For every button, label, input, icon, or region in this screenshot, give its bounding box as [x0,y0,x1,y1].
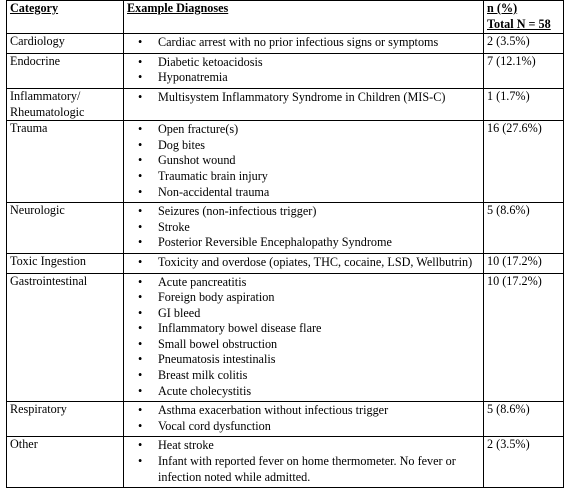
category-cell: Respiratory [7,402,124,437]
diagnosis-list [127,254,480,273]
diagnosis-item: • Acute pancreatitis [127,275,480,291]
diagnosis-item: • Traumatic brain injury [127,169,480,185]
table-row [7,402,564,437]
example-diagnoses-cell [124,53,484,88]
diagnosis-item: • Gunshot wound [127,153,480,169]
header-category: Category [7,1,124,34]
diagnosis-item: • Vocal cord dysfunction [127,419,480,435]
category-cell: Other [7,437,124,488]
diagnoses-table [6,0,564,488]
count-percent-cell: 5 (8.6%) [484,402,564,437]
example-diagnoses-cell [124,88,484,120]
header-example-diagnoses: Example Diagnoses [124,1,484,34]
diagnosis-item: • Seizures (non-infectious trigger) [127,204,480,220]
header-n-percent [484,1,564,34]
diagnosis-item: • Toxicity and overdose (opiates, THC, cocaine, LSD, Wellbutrin) [127,255,480,271]
diagnosis-item: • Non-accidental trauma [127,185,480,201]
diagnosis-item: • Stroke [127,220,480,236]
diagnosis-item: • Foreign body aspiration [127,290,480,306]
category-cell: Cardiology [7,34,124,54]
count-percent-cell: 10 (17.2%) [484,253,564,273]
category-cell: Trauma [7,121,124,203]
diagnosis-item: • GI bleed [127,306,480,322]
diagnosis-item: • Open fracture(s) [127,122,480,138]
example-diagnoses-cell [124,34,484,54]
table-row [7,88,564,120]
example-diagnoses-cell [124,253,484,273]
count-percent-cell: 16 (27.6%) [484,121,564,203]
table-row [7,53,564,88]
table-row [7,34,564,54]
diagnosis-item: • Hyponatremia [127,70,480,86]
diagnosis-item: • Acute cholecystitis [127,384,480,400]
diagnosis-list [127,89,480,108]
header-row [7,1,564,34]
diagnosis-item: • Dog bites [127,138,480,154]
table-row [7,437,564,488]
diagnosis-item: • Pneumatosis intestinalis [127,352,480,368]
count-percent-cell: 7 (12.1%) [484,53,564,88]
header-n-percent-label: n (%) [487,1,518,15]
diagnosis-list [127,274,480,402]
diagnosis-item: • Posterior Reversible Encephalopathy Syndrome [127,235,480,251]
example-diagnoses-cell [124,273,484,402]
diagnosis-item: • Asthma exacerbation without infectious trigger [127,403,480,419]
diagnosis-item: • Small bowel obstruction [127,337,480,353]
table-row [7,253,564,273]
diagnosis-item: • Diabetic ketoacidosis [127,55,480,71]
count-percent-cell: 1 (1.7%) [484,88,564,120]
diagnosis-item: • Breast milk colitis [127,368,480,384]
category-cell: Endocrine [7,53,124,88]
diagnosis-item: • Multisystem Inflammatory Syndrome in Children (MIS-C) [127,90,480,106]
category-cell: Neurologic [7,203,124,254]
table-row [7,203,564,254]
table-row [7,121,564,203]
table-row [7,273,564,402]
diagnosis-list [127,203,480,253]
table-body [7,34,564,488]
header-total-n: Total N = 58 [487,16,551,31]
diagnosis-item: • Inflammatory bowel disease flare [127,321,480,337]
diagnosis-item: • Infant with reported fever on home thermometer. No fever or infection noted while admitted. [127,454,480,485]
category-cell: Inflammatory/ Rheumatologic [7,88,124,120]
count-percent-cell: 2 (3.5%) [484,437,564,488]
category-cell: Gastrointestinal [7,273,124,402]
count-percent-cell: 2 (3.5%) [484,34,564,54]
example-diagnoses-cell [124,203,484,254]
diagnosis-item: • Cardiac arrest with no prior infectious signs or symptoms [127,35,480,51]
diagnosis-list [127,437,480,487]
example-diagnoses-cell [124,402,484,437]
diagnosis-list [127,121,480,202]
example-diagnoses-cell [124,121,484,203]
diagnosis-list [127,54,480,88]
example-diagnoses-cell [124,437,484,488]
count-percent-cell: 5 (8.6%) [484,203,564,254]
count-percent-cell: 10 (17.2%) [484,273,564,402]
diagnosis-list [127,34,480,53]
category-cell: Toxic Ingestion [7,253,124,273]
diagnosis-list [127,402,480,436]
diagnosis-item: • Heat stroke [127,438,480,454]
